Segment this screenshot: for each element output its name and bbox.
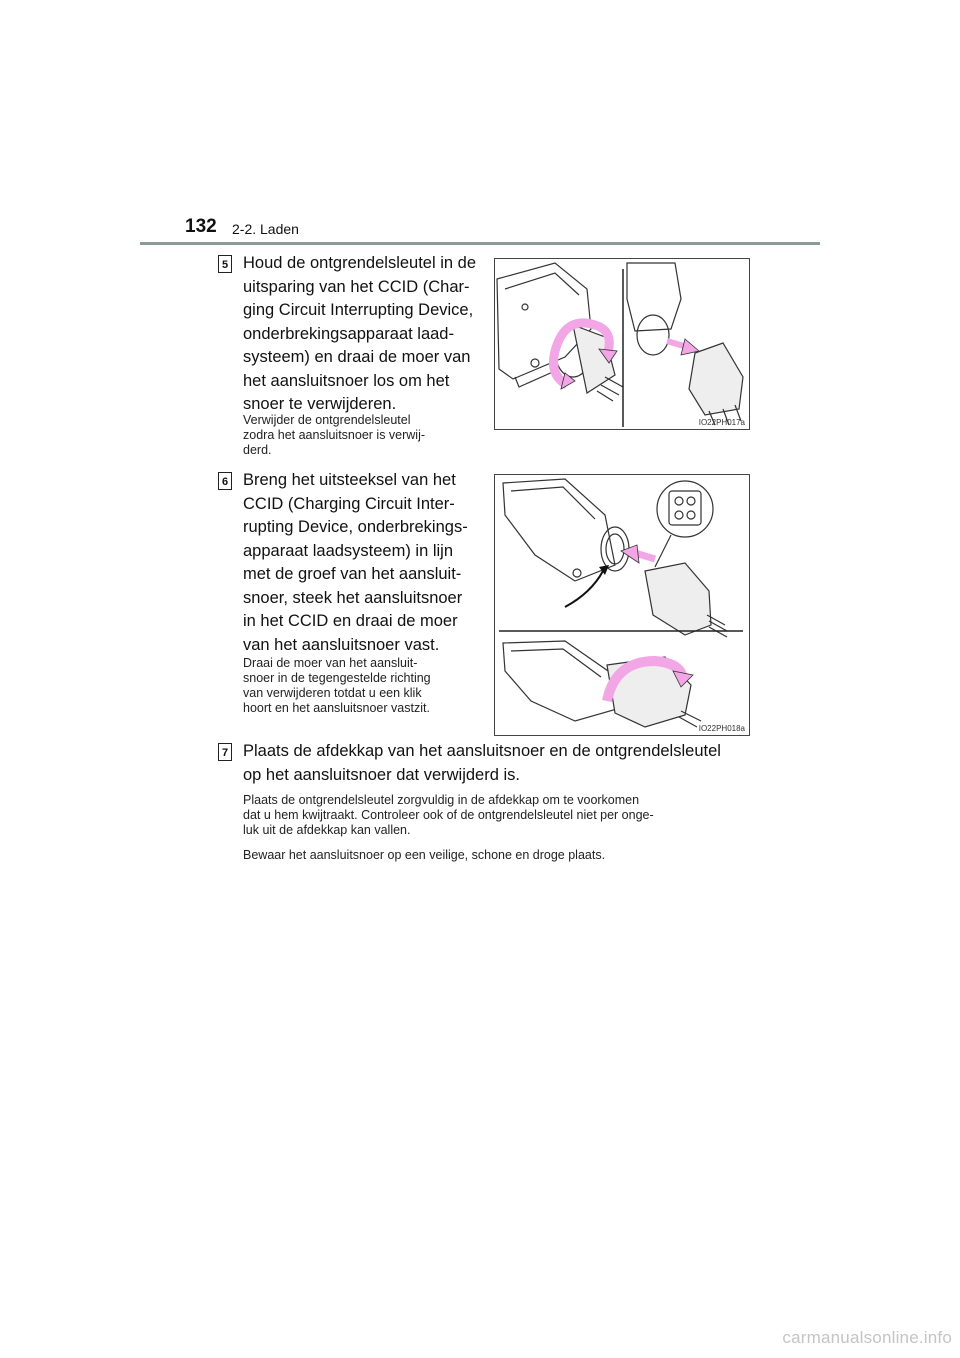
- step-5-badge: 5: [218, 255, 232, 273]
- step-5-instruction: Houd de ontgrendelsleutel in de uitsparing van het CCID (Char- ging Circuit Interrupting Device, onderbrekingsapparaat laad- systeem) en draai de moer van het aansluitsnoer los om het snoer te verwijderen.: [243, 254, 477, 413]
- section-title: 2-2. Laden: [232, 221, 299, 237]
- figure-step-5: [494, 258, 750, 430]
- step-7-storage-note: Bewaar het aansluitsnoer op een veilige, schone en droge plaats.: [243, 848, 606, 862]
- figure-6-code: IO22PH018a: [698, 724, 745, 733]
- step-7-badge: 7: [218, 743, 232, 761]
- ccid-removal-illustration: [495, 259, 749, 429]
- step-5-note: Verwijder de ontgrendelsleutel zodra het aansluitsnoer is verwij- derd.: [243, 413, 426, 457]
- ccid-attach-illustration: [495, 475, 749, 735]
- footer-watermark: carmanualsonline.info: [782, 1328, 952, 1347]
- step-7-instruction: Plaats de afdekkap van het aansluitsnoer en de ontgrendelsleutel op het aansluitsnoer dat verwijderd is.: [243, 742, 721, 784]
- figure-step-6: [494, 474, 750, 736]
- step-7-note: Plaats de ontgrendelsleutel zorgvuldig in de afdekkap om te voorkomen dat u hem kwijtraakt. Controleer ook of de ontgrendelsleutel niet per onge- luk uit de afdekkap kan vallen.: [243, 793, 654, 837]
- step-6-badge: 6: [218, 472, 232, 490]
- header-divider: [140, 242, 820, 245]
- figure-5-code: IO22PH017a: [698, 418, 745, 427]
- step-6-instruction: Breng het uitsteeksel van het CCID (Charging Circuit Inter- rupting Device, onderbrekings- apparaat laadsysteem) in lijn met de groef van het aansluit- snoer, steek het aansluitsnoer in het CCID en draai de moer van het aansluitsnoer vast.: [243, 471, 468, 654]
- page-number: 132: [185, 216, 217, 237]
- step-6-note: Draai de moer van het aansluit- snoer in de tegengestelde richting van verwijderen totdat u een klik hoort en het aansluitsnoer vastzit.: [243, 656, 431, 715]
